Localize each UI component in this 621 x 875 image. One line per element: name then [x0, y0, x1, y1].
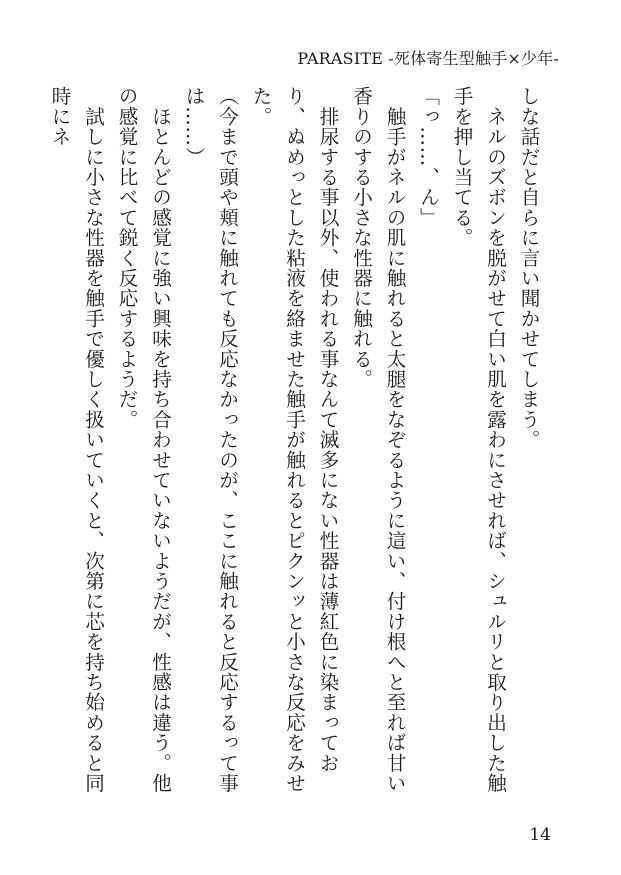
- vertical-body-text: [48, 86, 545, 806]
- page-number: 14: [529, 825, 551, 845]
- paragraph-3: 「っ……、ん」: [416, 86, 440, 228]
- paragraph-7: ほとんどの感覚に強い興味を持ち合わせていないようだが、性感は違う。他の感覚に比べて鋭く反応するようだ。: [115, 86, 172, 793]
- paragraph-2: ネルのズボンを脱がせて白い肌を露わにさせれば、シュルリと取り出した触手を押し当てる。: [450, 86, 507, 793]
- running-header: PARASITE -死体寄生型触手×少年-: [297, 49, 559, 68]
- paragraph-4: 触手がネルの肌に触れると太腿をなぞるように這い、付け根へと至れば甘い香りのする小さな性器に触れる。: [349, 86, 406, 793]
- paragraph-1: しな話だと自らに言い聞かせてしまう。: [517, 86, 540, 450]
- paragraph-6: （今まで頭や頬に触れても反応なかったのが、ここに触れると反応するって事は……）: [182, 86, 239, 793]
- paragraph-5: 排尿する事以外、使われる事なんて滅多にない性器は薄紅色に染まっており、ぬめっとした粘液を絡ませた触手が触れるとピクンッと小さな反応をみせた。: [249, 86, 339, 793]
- paragraph-8: 試しに小さな性器を触手で優しく扱いていくと、次第に芯を持ち始めると同時にネ: [48, 86, 105, 793]
